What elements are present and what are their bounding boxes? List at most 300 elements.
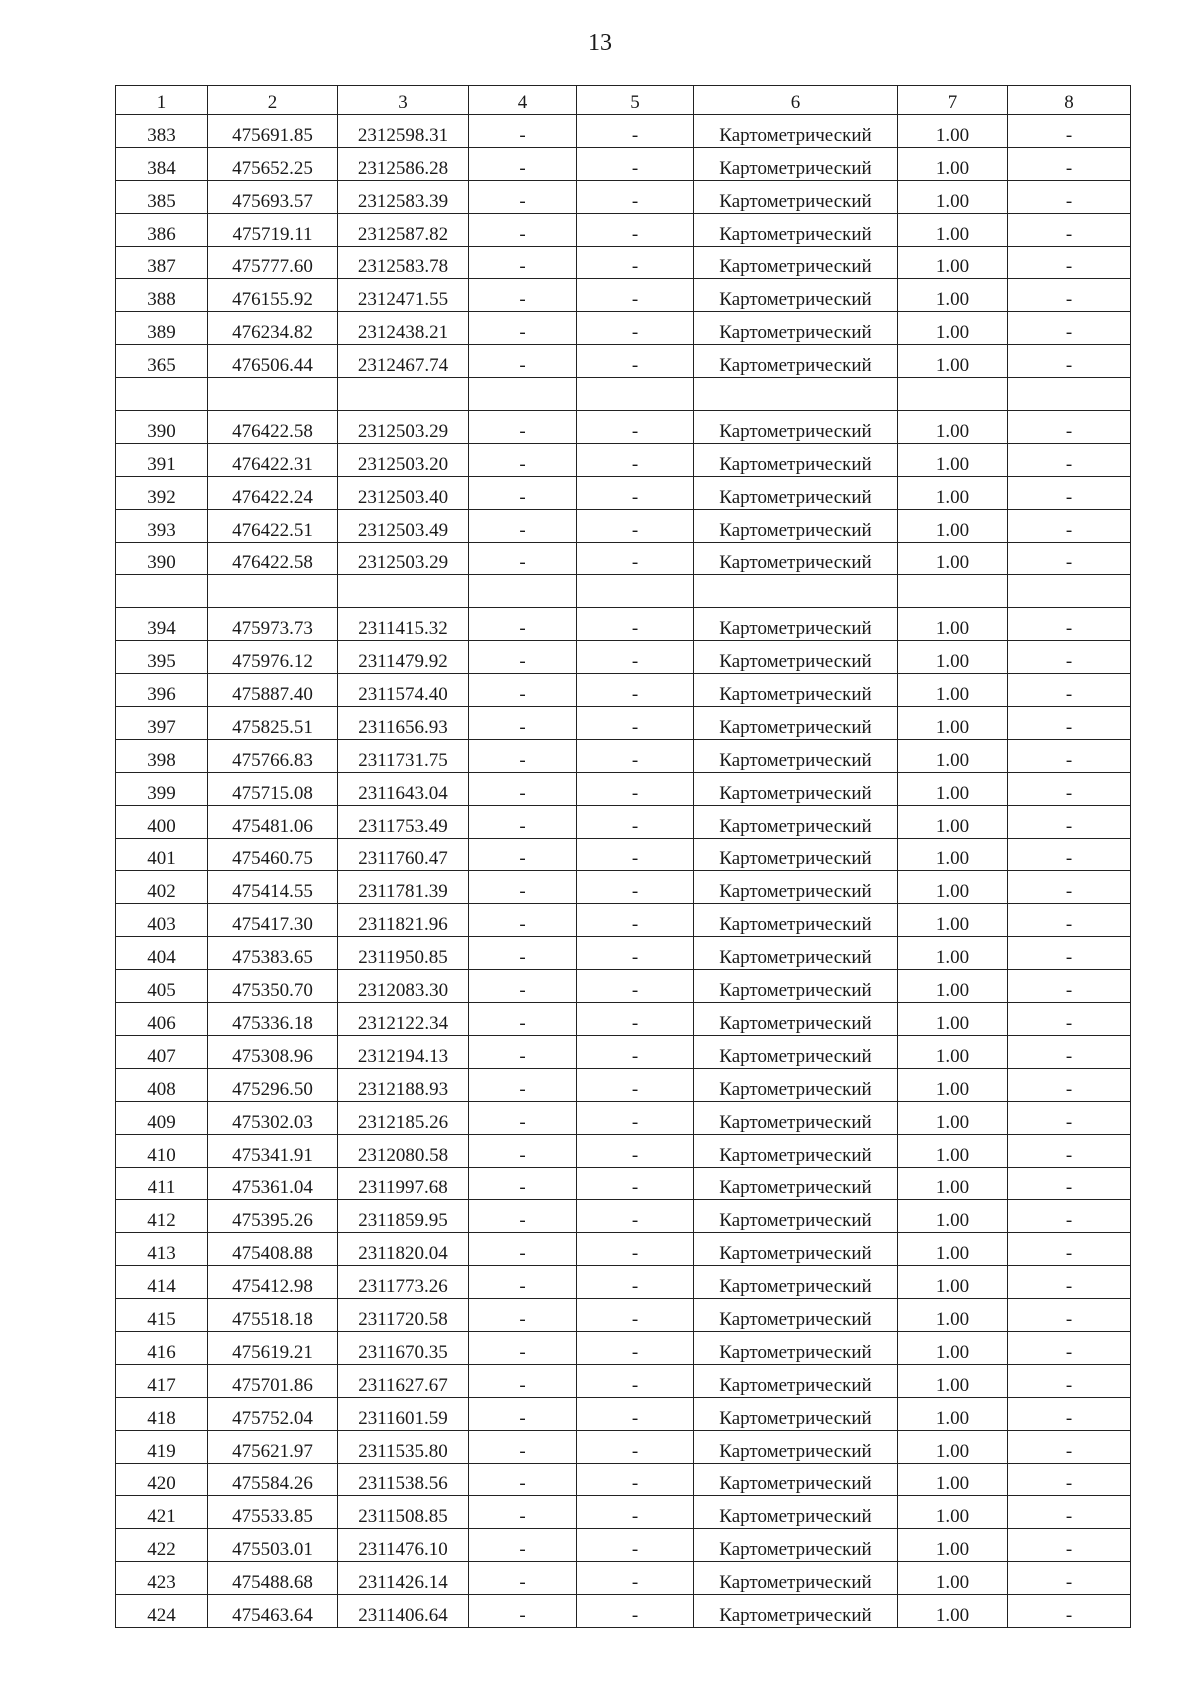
col-5-cell: -: [577, 641, 694, 674]
table-row: [116, 805, 1131, 838]
col-5-cell: -: [577, 1003, 694, 1036]
accuracy-cell: 1.00: [898, 838, 1008, 871]
col-8-cell: -: [1008, 674, 1131, 707]
page-number: 13: [588, 30, 612, 56]
y-coordinate-cell: 2311538.56: [338, 1463, 469, 1496]
col-8-cell: -: [1008, 279, 1131, 312]
method-cell: Картометрический: [694, 1167, 898, 1200]
x-coordinate-cell: 475777.60: [208, 246, 338, 279]
x-coordinate-cell: 475652.25: [208, 147, 338, 180]
point-number-cell: 403: [116, 904, 208, 937]
col-8-cell: -: [1008, 707, 1131, 740]
col-5-cell: -: [577, 1595, 694, 1628]
point-number-cell: 410: [116, 1134, 208, 1167]
method-cell: Картометрический: [694, 838, 898, 871]
point-number-cell: 407: [116, 1035, 208, 1068]
x-coordinate-cell: 475488.68: [208, 1562, 338, 1595]
point-number-cell: 409: [116, 1101, 208, 1134]
accuracy-cell: 1.00: [898, 1463, 1008, 1496]
table-row: [116, 1595, 1131, 1628]
col-4-cell: -: [469, 1035, 577, 1068]
col-5-cell: -: [577, 608, 694, 641]
accuracy-cell: 1.00: [898, 1266, 1008, 1299]
point-number-cell: 421: [116, 1496, 208, 1529]
y-coordinate-cell: 2312083.30: [338, 970, 469, 1003]
col-8-cell: -: [1008, 180, 1131, 213]
y-coordinate-cell: 2311753.49: [338, 805, 469, 838]
x-coordinate-cell: 475350.70: [208, 970, 338, 1003]
col-4-cell: -: [469, 838, 577, 871]
table-row: [116, 739, 1131, 772]
col-5-cell: -: [577, 970, 694, 1003]
y-coordinate-cell: 2311950.85: [338, 937, 469, 970]
x-coordinate-cell: 475887.40: [208, 674, 338, 707]
col-5-cell: -: [577, 871, 694, 904]
x-coordinate-cell: 475715.08: [208, 772, 338, 805]
table-row: [116, 641, 1131, 674]
accuracy-cell: 1.00: [898, 147, 1008, 180]
col-8-cell: -: [1008, 608, 1131, 641]
col-4-cell: -: [469, 1266, 577, 1299]
table-row: [116, 345, 1131, 378]
col-8-cell: -: [1008, 246, 1131, 279]
method-cell: Картометрический: [694, 411, 898, 444]
point-number-cell: 396: [116, 674, 208, 707]
y-coordinate-cell: 2311426.14: [338, 1562, 469, 1595]
table-row: [116, 1266, 1131, 1299]
method-cell: Картометрический: [694, 970, 898, 1003]
column-header-8: 8: [1008, 86, 1131, 115]
accuracy-cell: 1.00: [898, 739, 1008, 772]
column-header-3: 3: [338, 86, 469, 115]
col-5-cell: -: [577, 542, 694, 575]
x-coordinate-cell: 476422.24: [208, 476, 338, 509]
col-4-cell: -: [469, 1562, 577, 1595]
separator-row: [116, 575, 1131, 608]
y-coordinate-cell: 2311415.32: [338, 608, 469, 641]
method-cell: Картометрический: [694, 1266, 898, 1299]
x-coordinate-cell: 475691.85: [208, 115, 338, 148]
col-8-cell: -: [1008, 1200, 1131, 1233]
point-number-cell: 394: [116, 608, 208, 641]
col-8-cell: -: [1008, 312, 1131, 345]
x-coordinate-cell: 475481.06: [208, 805, 338, 838]
col-5-cell: -: [577, 674, 694, 707]
col-4-cell: -: [469, 279, 577, 312]
accuracy-cell: 1.00: [898, 509, 1008, 542]
accuracy-cell: 1.00: [898, 970, 1008, 1003]
x-coordinate-cell: 476422.58: [208, 411, 338, 444]
point-number-cell: 383: [116, 115, 208, 148]
col-4-cell: -: [469, 542, 577, 575]
method-cell: Картометрический: [694, 1529, 898, 1562]
method-cell: Картометрический: [694, 1595, 898, 1628]
col-8-cell: -: [1008, 937, 1131, 970]
y-coordinate-cell: 2312503.49: [338, 509, 469, 542]
x-coordinate-cell: 475825.51: [208, 707, 338, 740]
y-coordinate-cell: 2311859.95: [338, 1200, 469, 1233]
y-coordinate-cell: 2312080.58: [338, 1134, 469, 1167]
accuracy-cell: 1.00: [898, 1562, 1008, 1595]
table-row: [116, 871, 1131, 904]
point-number-cell: 387: [116, 246, 208, 279]
x-coordinate-cell: 475414.55: [208, 871, 338, 904]
col-8-cell: -: [1008, 871, 1131, 904]
point-number-cell: 401: [116, 838, 208, 871]
y-coordinate-cell: 2311731.75: [338, 739, 469, 772]
col-5-cell: -: [577, 312, 694, 345]
table-row: [116, 608, 1131, 641]
x-coordinate-cell: [208, 378, 338, 411]
method-cell: Картометрический: [694, 608, 898, 641]
table-row: [116, 970, 1131, 1003]
accuracy-cell: 1.00: [898, 1529, 1008, 1562]
col-4-cell: -: [469, 805, 577, 838]
accuracy-cell: 1.00: [898, 312, 1008, 345]
col-5-cell: -: [577, 1496, 694, 1529]
y-coordinate-cell: 2312467.74: [338, 345, 469, 378]
col-4-cell: -: [469, 213, 577, 246]
accuracy-cell: 1.00: [898, 180, 1008, 213]
y-coordinate-cell: 2312503.20: [338, 443, 469, 476]
col-4-cell: -: [469, 1331, 577, 1364]
col-4-cell: -: [469, 1529, 577, 1562]
col-4-cell: -: [469, 1496, 577, 1529]
accuracy-cell: 1.00: [898, 1430, 1008, 1463]
method-cell: Картометрический: [694, 1068, 898, 1101]
col-5-cell: [577, 575, 694, 608]
table-row: [116, 1200, 1131, 1233]
accuracy-cell: 1.00: [898, 1496, 1008, 1529]
accuracy-cell: 1.00: [898, 1200, 1008, 1233]
table-row: [116, 1463, 1131, 1496]
accuracy-cell: 1.00: [898, 1101, 1008, 1134]
table-row: [116, 180, 1131, 213]
method-cell: Картометрический: [694, 213, 898, 246]
col-4-cell: -: [469, 509, 577, 542]
col-8-cell: -: [1008, 1397, 1131, 1430]
method-cell: Картометрический: [694, 1463, 898, 1496]
method-cell: Картометрический: [694, 1331, 898, 1364]
table-row: [116, 1101, 1131, 1134]
x-coordinate-cell: 475308.96: [208, 1035, 338, 1068]
x-coordinate-cell: 475336.18: [208, 1003, 338, 1036]
accuracy-cell: 1.00: [898, 279, 1008, 312]
col-4-cell: -: [469, 345, 577, 378]
accuracy-cell: 1.00: [898, 213, 1008, 246]
y-coordinate-cell: [338, 575, 469, 608]
point-number-cell: 391: [116, 443, 208, 476]
point-number-cell: 404: [116, 937, 208, 970]
col-4-cell: -: [469, 411, 577, 444]
header-row: [116, 86, 1131, 115]
col-4-cell: -: [469, 904, 577, 937]
accuracy-cell: [898, 575, 1008, 608]
col-5-cell: -: [577, 213, 694, 246]
point-number-cell: 385: [116, 180, 208, 213]
y-coordinate-cell: 2311476.10: [338, 1529, 469, 1562]
col-4-cell: -: [469, 1003, 577, 1036]
point-number-cell: 412: [116, 1200, 208, 1233]
x-coordinate-cell: 476506.44: [208, 345, 338, 378]
table-row: [116, 1299, 1131, 1332]
col-4-cell: -: [469, 739, 577, 772]
col-4-cell: -: [469, 1068, 577, 1101]
col-4-cell: -: [469, 937, 577, 970]
point-number-cell: 416: [116, 1331, 208, 1364]
col-8-cell: -: [1008, 805, 1131, 838]
y-coordinate-cell: 2312194.13: [338, 1035, 469, 1068]
accuracy-cell: 1.00: [898, 805, 1008, 838]
point-number-cell: 415: [116, 1299, 208, 1332]
col-5-cell: -: [577, 1463, 694, 1496]
accuracy-cell: 1.00: [898, 1003, 1008, 1036]
table-row: [116, 1364, 1131, 1397]
y-coordinate-cell: 2311406.64: [338, 1595, 469, 1628]
col-4-cell: -: [469, 1397, 577, 1430]
accuracy-cell: 1.00: [898, 1233, 1008, 1266]
table-row: [116, 1035, 1131, 1068]
column-header-4: 4: [469, 86, 577, 115]
col-8-cell: -: [1008, 1233, 1131, 1266]
col-5-cell: -: [577, 1101, 694, 1134]
col-5-cell: -: [577, 476, 694, 509]
col-4-cell: -: [469, 1430, 577, 1463]
method-cell: Картометрический: [694, 1233, 898, 1266]
table-row: [116, 476, 1131, 509]
x-coordinate-cell: 475976.12: [208, 641, 338, 674]
method-cell: Картометрический: [694, 1134, 898, 1167]
x-coordinate-cell: 476234.82: [208, 312, 338, 345]
col-5-cell: [577, 378, 694, 411]
method-cell: Картометрический: [694, 1364, 898, 1397]
accuracy-cell: 1.00: [898, 345, 1008, 378]
x-coordinate-cell: 475408.88: [208, 1233, 338, 1266]
x-coordinate-cell: 475619.21: [208, 1331, 338, 1364]
table-row: [116, 1134, 1131, 1167]
x-coordinate-cell: 475766.83: [208, 739, 338, 772]
col-8-cell: -: [1008, 970, 1131, 1003]
method-cell: Картометрический: [694, 674, 898, 707]
method-cell: Картометрический: [694, 509, 898, 542]
accuracy-cell: 1.00: [898, 1167, 1008, 1200]
y-coordinate-cell: 2312587.82: [338, 213, 469, 246]
x-coordinate-cell: 475361.04: [208, 1167, 338, 1200]
method-cell: Картометрический: [694, 246, 898, 279]
table-row: [116, 1068, 1131, 1101]
col-4-cell: -: [469, 312, 577, 345]
y-coordinate-cell: 2311574.40: [338, 674, 469, 707]
y-coordinate-cell: 2311773.26: [338, 1266, 469, 1299]
col-5-cell: -: [577, 838, 694, 871]
col-8-cell: -: [1008, 1299, 1131, 1332]
col-5-cell: -: [577, 345, 694, 378]
col-5-cell: -: [577, 147, 694, 180]
accuracy-cell: 1.00: [898, 1364, 1008, 1397]
col-8-cell: -: [1008, 115, 1131, 148]
col-8-cell: -: [1008, 772, 1131, 805]
accuracy-cell: 1.00: [898, 608, 1008, 641]
x-coordinate-cell: 475296.50: [208, 1068, 338, 1101]
col-5-cell: -: [577, 937, 694, 970]
col-4-cell: -: [469, 443, 577, 476]
x-coordinate-cell: 476422.58: [208, 542, 338, 575]
point-number-cell: 424: [116, 1595, 208, 1628]
method-cell: Картометрический: [694, 1496, 898, 1529]
col-5-cell: -: [577, 411, 694, 444]
col-8-cell: -: [1008, 1595, 1131, 1628]
x-coordinate-cell: 475395.26: [208, 1200, 338, 1233]
col-5-cell: -: [577, 279, 694, 312]
y-coordinate-cell: 2312598.31: [338, 115, 469, 148]
col-4-cell: -: [469, 147, 577, 180]
accuracy-cell: 1.00: [898, 411, 1008, 444]
method-cell: Картометрический: [694, 772, 898, 805]
col-5-cell: -: [577, 1529, 694, 1562]
col-5-cell: -: [577, 1266, 694, 1299]
col-8-cell: -: [1008, 1167, 1131, 1200]
method-cell: Картометрический: [694, 115, 898, 148]
y-coordinate-cell: 2312185.26: [338, 1101, 469, 1134]
col-8-cell: -: [1008, 1331, 1131, 1364]
table-row: [116, 115, 1131, 148]
col-8-cell: -: [1008, 1463, 1131, 1496]
column-header-6: 6: [694, 86, 898, 115]
x-coordinate-cell: 475533.85: [208, 1496, 338, 1529]
col-4-cell: -: [469, 1299, 577, 1332]
y-coordinate-cell: 2312583.78: [338, 246, 469, 279]
point-number-cell: 397: [116, 707, 208, 740]
col-5-cell: -: [577, 1233, 694, 1266]
point-number-cell: 419: [116, 1430, 208, 1463]
x-coordinate-cell: 475463.64: [208, 1595, 338, 1628]
col-4-cell: -: [469, 772, 577, 805]
col-4-cell: -: [469, 1167, 577, 1200]
col-5-cell: -: [577, 739, 694, 772]
col-5-cell: -: [577, 443, 694, 476]
x-coordinate-cell: 475584.26: [208, 1463, 338, 1496]
accuracy-cell: 1.00: [898, 1397, 1008, 1430]
method-cell: Картометрический: [694, 1397, 898, 1430]
col-5-cell: -: [577, 1068, 694, 1101]
x-coordinate-cell: 476422.31: [208, 443, 338, 476]
col-8-cell: -: [1008, 1529, 1131, 1562]
method-cell: Картометрический: [694, 1299, 898, 1332]
y-coordinate-cell: 2312122.34: [338, 1003, 469, 1036]
y-coordinate-cell: 2311760.47: [338, 838, 469, 871]
point-number-cell: 390: [116, 542, 208, 575]
accuracy-cell: 1.00: [898, 674, 1008, 707]
col-4-cell: -: [469, 1463, 577, 1496]
x-coordinate-cell: 475412.98: [208, 1266, 338, 1299]
point-number-cell: 405: [116, 970, 208, 1003]
table-row: [116, 509, 1131, 542]
col-8-cell: -: [1008, 542, 1131, 575]
method-cell: Картометрический: [694, 937, 898, 970]
table-row: [116, 1562, 1131, 1595]
y-coordinate-cell: 2312503.40: [338, 476, 469, 509]
col-8-cell: -: [1008, 147, 1131, 180]
method-cell: Картометрический: [694, 476, 898, 509]
method-cell: Картометрический: [694, 279, 898, 312]
col-8-cell: -: [1008, 1101, 1131, 1134]
accuracy-cell: 1.00: [898, 115, 1008, 148]
col-5-cell: -: [577, 1299, 694, 1332]
col-8-cell: -: [1008, 904, 1131, 937]
separator-row: [116, 378, 1131, 411]
x-coordinate-cell: 475973.73: [208, 608, 338, 641]
x-coordinate-cell: 475701.86: [208, 1364, 338, 1397]
col-8-cell: -: [1008, 838, 1131, 871]
y-coordinate-cell: 2312586.28: [338, 147, 469, 180]
col-8-cell: [1008, 575, 1131, 608]
col-8-cell: -: [1008, 1134, 1131, 1167]
y-coordinate-cell: 2312583.39: [338, 180, 469, 213]
col-5-cell: -: [577, 1167, 694, 1200]
col-4-cell: -: [469, 246, 577, 279]
y-coordinate-cell: 2311821.96: [338, 904, 469, 937]
column-header-7: 7: [898, 86, 1008, 115]
method-cell: Картометрический: [694, 641, 898, 674]
accuracy-cell: 1.00: [898, 443, 1008, 476]
col-4-cell: -: [469, 1134, 577, 1167]
method-cell: Картометрический: [694, 1200, 898, 1233]
point-number-cell: 399: [116, 772, 208, 805]
method-cell: Картометрический: [694, 1101, 898, 1134]
col-8-cell: -: [1008, 1003, 1131, 1036]
y-coordinate-cell: 2311508.85: [338, 1496, 469, 1529]
col-5-cell: -: [577, 246, 694, 279]
y-coordinate-cell: 2311643.04: [338, 772, 469, 805]
col-4-cell: -: [469, 1364, 577, 1397]
method-cell: Картометрический: [694, 1562, 898, 1595]
table-row: [116, 443, 1131, 476]
y-coordinate-cell: 2312188.93: [338, 1068, 469, 1101]
col-5-cell: -: [577, 1035, 694, 1068]
x-coordinate-cell: 475719.11: [208, 213, 338, 246]
col-4-cell: -: [469, 608, 577, 641]
accuracy-cell: 1.00: [898, 1299, 1008, 1332]
accuracy-cell: 1.00: [898, 1035, 1008, 1068]
col-5-cell: -: [577, 1134, 694, 1167]
col-5-cell: -: [577, 1430, 694, 1463]
table-row: [116, 904, 1131, 937]
table-row: [116, 1331, 1131, 1364]
point-number-cell: 420: [116, 1463, 208, 1496]
col-5-cell: -: [577, 805, 694, 838]
point-number-cell: 393: [116, 509, 208, 542]
method-cell: Картометрический: [694, 542, 898, 575]
column-header-1: 1: [116, 86, 208, 115]
col-4-cell: -: [469, 1233, 577, 1266]
point-number-cell: 395: [116, 641, 208, 674]
accuracy-cell: 1.00: [898, 542, 1008, 575]
accuracy-cell: 1.00: [898, 937, 1008, 970]
accuracy-cell: 1.00: [898, 246, 1008, 279]
method-cell: Картометрический: [694, 1430, 898, 1463]
x-coordinate-cell: 476422.51: [208, 509, 338, 542]
y-coordinate-cell: 2311627.67: [338, 1364, 469, 1397]
table-row: [116, 1003, 1131, 1036]
point-number-cell: 418: [116, 1397, 208, 1430]
point-number-cell: 388: [116, 279, 208, 312]
col-8-cell: -: [1008, 1035, 1131, 1068]
table-row: [116, 674, 1131, 707]
method-cell: Картометрический: [694, 739, 898, 772]
x-coordinate-cell: 475417.30: [208, 904, 338, 937]
y-coordinate-cell: 2311670.35: [338, 1331, 469, 1364]
col-5-cell: -: [577, 1364, 694, 1397]
